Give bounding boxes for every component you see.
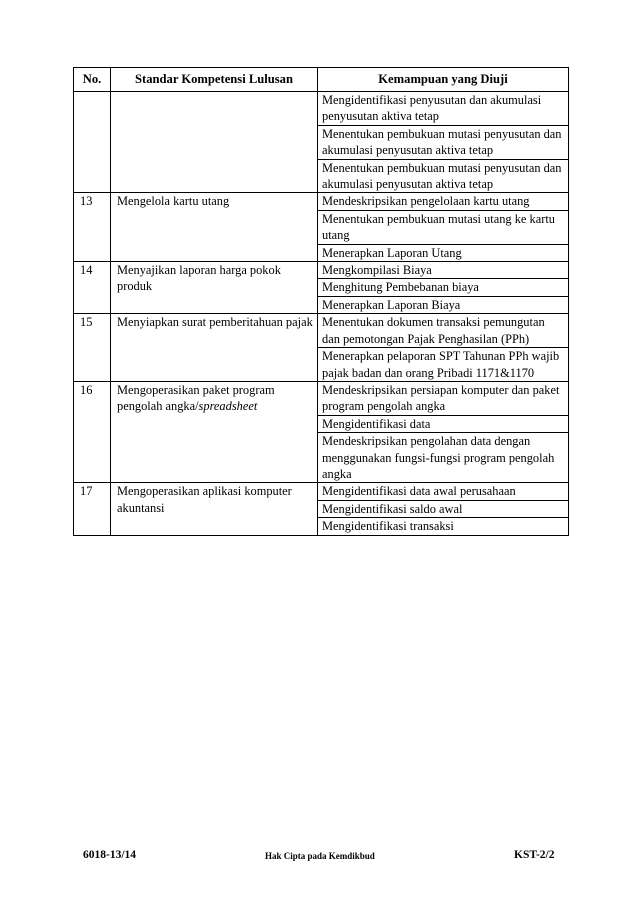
- table-row: [74, 92, 569, 126]
- standar-text-italic: spreadsheet: [198, 399, 258, 414]
- kemampuan-item: Menentukan pembukuan mutasi utang ke kartu utang: [318, 210, 569, 244]
- header-no: No.: [74, 68, 111, 92]
- kemampuan-item: Mengkompilasi Biaya: [318, 262, 569, 279]
- header-kemampuan: Kemampuan yang Diuji: [318, 68, 569, 92]
- footer-copyright: Hak Cipta pada Kemdikbud: [265, 851, 375, 861]
- kemampuan-item: Mengidentifikasi penyusutan dan akumulasi penyusutan aktiva tetap: [318, 92, 569, 126]
- row-number: 16: [74, 381, 111, 482]
- kemampuan-item: Mengidentifikasi saldo awal: [318, 500, 569, 517]
- table-body: [74, 92, 569, 536]
- kemampuan-item: Mendeskripsikan pengolahan data dengan menggunakan fungsi-fungsi program pengolah angka: [318, 433, 569, 483]
- kemampuan-item: Menghitung Pembebanan biaya: [318, 279, 569, 296]
- table-row: [74, 314, 569, 348]
- kemampuan-item: Mendeskripsikan persiapan komputer dan paket program pengolah angka: [318, 381, 569, 415]
- table-row: [74, 381, 569, 415]
- footer-code: 6018-13/14: [83, 849, 137, 861]
- standar-kompetensi: [111, 483, 318, 535]
- table-row: [74, 483, 569, 500]
- standar-text: Menyiapkan surat pemberitahuan pajak: [117, 315, 313, 330]
- standar-text: Mengelola kartu utang: [117, 194, 230, 209]
- kemampuan-item: Mengidentifikasi data awal perusahaan: [318, 483, 569, 500]
- row-number: 17: [74, 483, 111, 535]
- standar-text: Mengoperasikan paket program pengolah angka/: [117, 382, 275, 414]
- standar-kompetensi: [111, 92, 318, 193]
- row-number: 13: [74, 193, 111, 262]
- kemampuan-item: Menentukan pembukuan mutasi penyusutan dan akumulasi penyusutan aktiva tetap: [318, 125, 569, 159]
- kemampuan-item: Menentukan dokumen transaksi pemungutan dan pemotongan Pajak Penghasilan (PPh): [318, 314, 569, 348]
- table-row: [74, 193, 569, 210]
- table-row: [74, 262, 569, 279]
- standar-kompetensi: [111, 193, 318, 262]
- standar-text: Mengoperasikan aplikasi komputer akuntansi: [117, 484, 292, 515]
- kemampuan-item: Menerapkan Laporan Utang: [318, 244, 569, 261]
- row-number: 15: [74, 314, 111, 382]
- standar-kompetensi: [111, 381, 318, 482]
- kemampuan-item: Mengidentifikasi transaksi: [318, 518, 569, 535]
- standar-text: Menyajikan laporan harga pokok produk: [117, 263, 281, 294]
- table-header-row: [74, 68, 569, 92]
- standar-kompetensi: [111, 262, 318, 314]
- kemampuan-item: Mendeskripsikan pengelolaan kartu utang: [318, 193, 569, 210]
- kemampuan-item: Menerapkan pelaporan SPT Tahunan PPh wajib pajak badan dan orang Pribadi 1171&1170: [318, 348, 569, 382]
- row-number: [74, 92, 111, 193]
- standar-kompetensi: [111, 314, 318, 382]
- kemampuan-item: Menentukan pembukuan mutasi penyusutan dan akumulasi penyusutan aktiva tetap: [318, 159, 569, 193]
- footer-page: KST-2/2: [514, 849, 555, 861]
- header-standar: Standar Kompetensi Lulusan: [111, 68, 318, 92]
- kemampuan-item: Mengidentifikasi data: [318, 415, 569, 432]
- competency-table: [73, 67, 569, 536]
- row-number: 14: [74, 262, 111, 314]
- kemampuan-item: Menerapkan Laporan Biaya: [318, 296, 569, 313]
